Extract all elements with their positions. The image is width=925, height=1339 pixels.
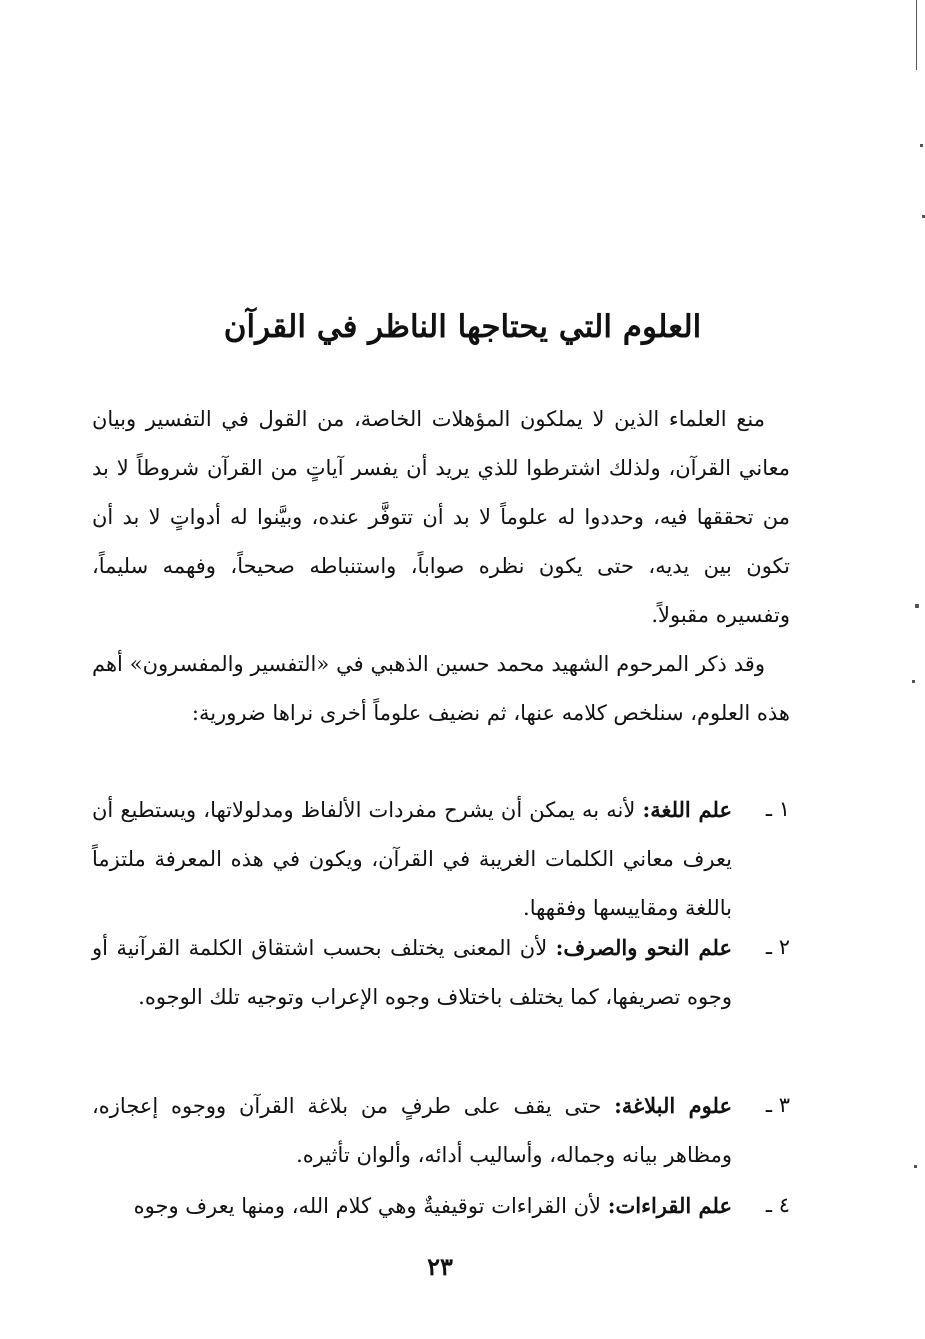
list-item-readings [92, 1181, 790, 1231]
source-paragraph: وقد ذكر المرحوم الشهيد محمد حسين الذهبي في «التفسير والمفسرون» أهم هذه العلوم، سنلخص كلامه عنها، ثم نضيف علوماً أخرى نراها ضرورية: [92, 652, 790, 725]
list-item-number: ٣ ـ [765, 1093, 790, 1117]
page-title: العلوم التي يحتاجها الناظر في القرآن [223, 309, 702, 345]
list-item-grammar [92, 923, 790, 1022]
list-item-body [92, 785, 732, 933]
list-item-text: لأن القراءات توقيفيةٌ وهي كلام الله، ومنها يعرف وجوه [133, 1194, 608, 1218]
page-edge-dot [920, 144, 923, 147]
intro-paragraph: منع العلماء الذين لا يملكون المؤهلات الخاصة، من القول في التفسير وبيان معاني القرآن، ولذلك اشترطوا للذي يريد أن يفسر آياتٍ من القرآن شروطاً لا بد من تحققها فيه، وحددوا له علوماً لا بد أن تتوفَّر عنده، وبيَّنوا له أدواتٍ لا بد أن تكون بين يديه، حتى يكون نظره صواباً، واستنباطه صحيحاً، وفهمه سليماً، وتفسيره مقبولاً. [92, 407, 790, 627]
list-item-heading: علم النحو والصرف: [555, 935, 732, 960]
list-item-heading: علوم البلاغة: [614, 1093, 732, 1118]
page-number: ٢٣ [427, 1252, 453, 1281]
list-item-number: ١ ـ [765, 797, 790, 821]
list-item-heading: علم اللغة: [642, 797, 732, 822]
list-item-body [92, 1081, 732, 1180]
list-item-text: حتى يقف على طرفٍ من بلاغة القرآن ووجوه إعجازه، ومظاهر بيانه وجماله، وأساليب أدائه، وألوان تأثيره. [92, 1094, 732, 1167]
list-item-text: لأنه به يمكن أن يشرح مفردات الألفاظ ومدلولاتها، ويستطيع أن يعرف معاني الكلمات الغريبة في القرآن، ويكون في هذه المعرفة ملتزماً باللغة ومقاييسها وفقهها. [92, 798, 732, 920]
list-item-rhetoric [92, 1081, 790, 1180]
list-item-number: ٤ ـ [765, 1193, 790, 1217]
list-item-text: لأن المعنى يختلف بحسب اشتقاق الكلمة القرآنية أو وجوه تصريفها، كما يختلف باختلاف وجوه الإعراب وتوجيه تلك الوجوه. [92, 936, 732, 1009]
list-item-language [92, 785, 790, 933]
list-item-number: ٢ ـ [765, 935, 790, 959]
page-edge-mark [916, 0, 917, 70]
page-edge-dot [915, 604, 919, 608]
page-edge-dot [912, 680, 915, 683]
list-item-body [92, 1181, 732, 1231]
list-item-heading: علم القراءات: [607, 1193, 732, 1218]
list-item-body [92, 923, 732, 1022]
page-edge-dot [914, 1165, 917, 1168]
